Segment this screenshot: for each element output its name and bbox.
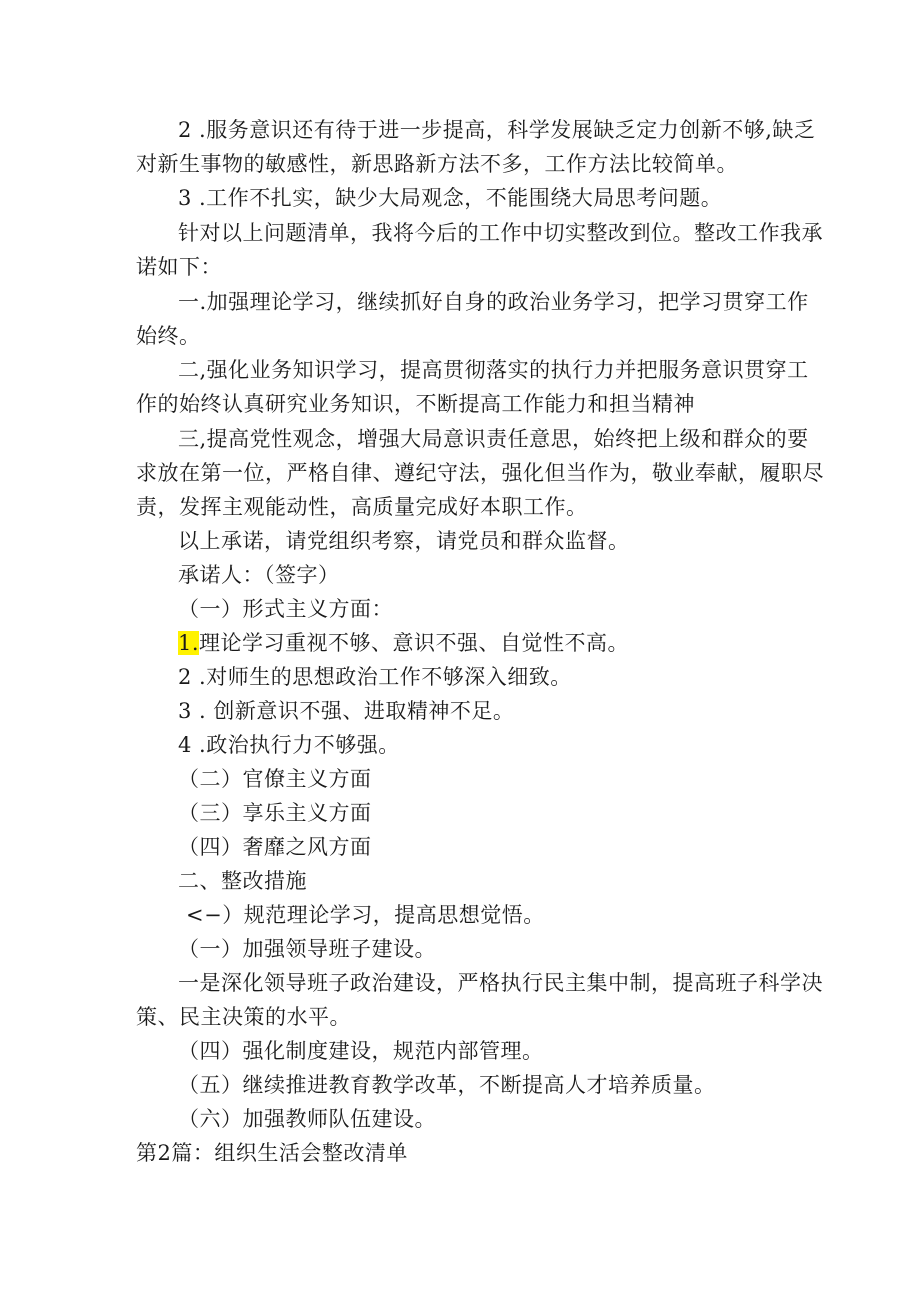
heading-hedonism: （三）享乐主义方面 (178, 801, 372, 825)
para-rectify-intro-line-2: 诺如下： (136, 255, 222, 279)
measure-institution-building: （四）强化制度建设，规范内部管理。 (178, 1039, 544, 1063)
formalism-item-3: 3 . 创新意识不强、进取精神不足。 (178, 699, 515, 723)
commitment-3-line-3: 责，发挥主观能动性，高质量完成好本职工作。 (136, 495, 588, 519)
para-service-awareness-line-2: 对新生事物的敏感性，新思路新方法不多，工作方法比较简单。 (136, 152, 738, 176)
commitment-2-line-2: 作的始终认真研究业务知识，不断提高工作能力和担当精神 (136, 392, 695, 416)
heading-bureaucratism: （二）官僚主义方面 (178, 767, 372, 791)
heading-rectification-measures: 二、整改措施 (178, 869, 307, 893)
commitment-2-line-1: 二,强化业务知识学习，提高贯彻落实的执行力并把服务意识贯穿工 (178, 358, 809, 382)
measure-political-construction-line-1: 一是深化领导班子政治建设，严格执行民主集中制，提高班子科学决 (178, 971, 823, 995)
supervision-note: 以上承诺，请党组织考察，请党员和群众监督。 (178, 529, 630, 553)
commitment-1-line-1: 一.加强理论学习，继续抓好自身的政治业务学习，把学习贯穿工作 (178, 290, 809, 314)
formalism-item-1-text: 理论学习重视不够、意识不强、自觉性不高。 (199, 631, 630, 655)
commitment-3-line-2: 求放在第一位，严格自律、遵纪守法，强化但当作为，敬业奉献，履职尽 (136, 461, 824, 485)
para-rectify-intro-line-1: 针对以上问题清单，我将今后的工作中切实整改到位。整改工作我承 (178, 221, 823, 245)
formalism-item-1 (178, 631, 629, 655)
measure-leadership-team: （一）加强领导班子建设。 (178, 937, 436, 961)
heading-extravagance: （四）奢靡之风方面 (178, 835, 372, 859)
commitment-1-line-2: 始终。 (136, 324, 201, 348)
measure-teaching-reform: （五）继续推进教育教学改革，不断提高人才培养质量。 (178, 1073, 716, 1097)
measure-political-construction-line-2: 策、民主决策的水平。 (136, 1005, 351, 1029)
formalism-item-2: 2 .对师生的思想政治工作不够深入细致。 (178, 665, 572, 689)
measure-theory-study: <−）规范理论学习，提高思想觉悟。 (186, 903, 545, 927)
highlight-marker: 1. (178, 631, 200, 655)
measure-teacher-team: （六）加强教师队伍建设。 (178, 1107, 436, 1131)
para-service-awareness-line-1: 2 .服务意识还有待于进一步提高，科学发展缺乏定力创新不够,缺乏 (178, 118, 816, 142)
commitment-3-line-1: 三,提高党性观念，增强大局意识责任意思，始终把上级和群众的要 (178, 427, 809, 451)
heading-formalism: （一）形式主义方面： (178, 597, 393, 621)
signature-line: 承诺人：（签字） (178, 563, 340, 587)
formalism-item-4: 4 .政治执行力不够强。 (178, 733, 400, 757)
para-work-not-solid: 3 .工作不扎实，缺少大局观念，不能围绕大局思考问题。 (178, 186, 723, 210)
section-title-part-2: 第2篇：组织生活会整改清单 (136, 1141, 408, 1165)
